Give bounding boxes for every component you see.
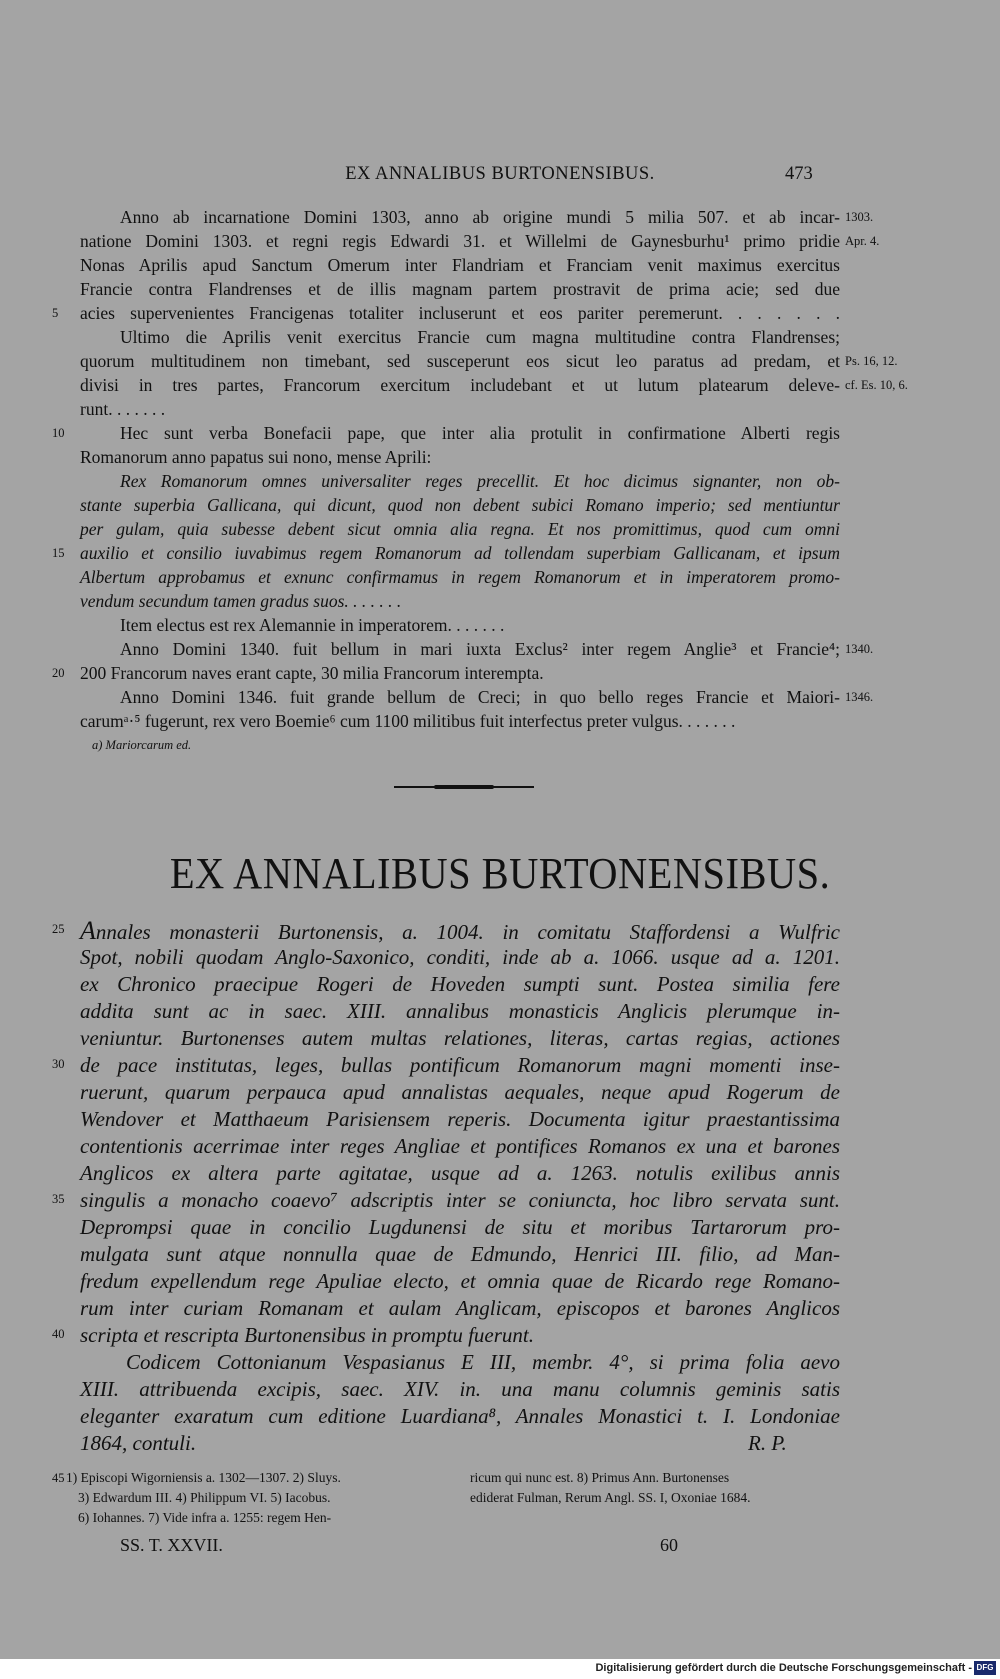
footnote-line: 3) Edwardum III. 4) Philippum VI. 5) Iacobus. — [78, 1490, 331, 1505]
intro-line: fredum expellendum rege Apuliae electo, et omnia quae de Ricardo rege Romano- — [80, 1269, 840, 1293]
body-line: carumᵃ·⁵ fugerunt, rex vero Boemie⁶ cum 1100 militibus fuit interfectus preter vulgus. . . . . . . — [80, 711, 736, 731]
body-line: Romanorum anno papatus sui nono, mense Aprili: — [80, 447, 432, 467]
body-line: quorum multitudinem non timebant, sed susceperunt eos sicut leo paratus ad predam, et — [80, 351, 840, 371]
line-number: 25 — [52, 922, 65, 936]
line-number: 5 — [52, 306, 59, 320]
section-divider — [394, 786, 534, 788]
body-line: Item electus est rex Alemannie in imperatorem. . . . . . . — [120, 615, 505, 635]
body-line: Rex Romanorum omnes universaliter reges precellit. Et hoc dicimus signanter, non ob- — [120, 471, 840, 491]
intro-line: ex Chronico praecipue Rogeri de Hoveden sumpti sunt. Postea similia fere — [80, 972, 840, 996]
intro-line: ruerunt, quarum perpauca apud annalistas aequales, neque apud Rogerum de — [80, 1080, 840, 1104]
intro-line: 1864, contuli. — [80, 1431, 197, 1455]
drop-initial: A — [80, 916, 96, 945]
signature-mark: SS. T. XXVII. — [120, 1535, 223, 1555]
footnote-a: a) Mariorcarum ed. — [92, 738, 192, 752]
body-line: Hec sunt verba Bonefacii pape, que inter alia protulit in confirmatione Alberti regis — [120, 423, 840, 443]
body-line: Anno Domini 1340. fuit bellum in mari iuxta Exclus² inter regem Anglie³ et Francie⁴; — [120, 639, 840, 659]
body-line: 200 Francorum naves erant capte, 30 milia Francorum interempta. — [80, 663, 544, 683]
section-title: EX ANNALIBUS BURTONENSIBUS. — [169, 849, 831, 898]
body-line: stante superbia Gallicana, qui dicunt, quod non debent subici Romano imperio; sed mentiuntur — [80, 495, 840, 515]
line-number: 15 — [52, 546, 65, 560]
intro-line-text: nnales monasterii Burtonensis, a. 1004. in comitatu Staffordensi a Wulfric — [95, 920, 840, 944]
intro-line: Wendover et Matthaeum Parisiensem reperis. Documenta igitur praestantissima — [80, 1107, 840, 1131]
margin-note: 1340. — [845, 642, 874, 656]
intro-line: singulis a monacho coaevo⁷ adscriptis inter se coniuncta, hoc libro servata sunt. — [80, 1188, 840, 1212]
digitization-credit: Digitalisierung gefördert durch die Deutsche Forschungsgemeinschaft - — [595, 1662, 972, 1674]
line-number: 35 — [52, 1192, 65, 1206]
margin-note: Ps. 16, 12. — [845, 354, 898, 368]
line-number: 40 — [52, 1327, 65, 1341]
intro-line: Anglicos ex altera parte agitatae, usque ad a. 1263. notulis exilibus annis — [80, 1161, 840, 1185]
intro-signature: R. P. — [748, 1431, 787, 1455]
intro-line: eleganter exaratum cum editione Luardiana⁸, Annales Monastici t. I. Londoniae — [80, 1404, 840, 1428]
footnote-line: ediderat Fulman, Rerum Angl. SS. I, Oxoniae 1684. — [470, 1490, 751, 1505]
footnote-line: ricum qui nunc est. 8) Primus Ann. Burtonenses — [470, 1470, 730, 1485]
margin-note: cf. Es. 10, 6. — [845, 378, 908, 392]
line-number: 45 — [52, 1471, 65, 1485]
sheet-number: 60 — [660, 1535, 678, 1555]
margin-note: 1346. — [845, 690, 874, 704]
body-line: vendum secundum tamen gradus suos. . . . . . . — [80, 591, 402, 611]
line-number: 10 — [52, 426, 65, 440]
intro-line — [80, 917, 840, 946]
line-number: 20 — [52, 666, 65, 680]
body-line: Francie contra Flandrenses et de illis magnam partem prostravit de prima acie; sed due — [80, 279, 840, 299]
intro-line: scripta et rescripta Burtonensibus in promptu fuerunt. — [80, 1323, 535, 1347]
margin-note: 1303. — [845, 210, 874, 224]
intro-line: XIII. attribuenda excipis, saec. XIV. in. una manu columnis geminis satis — [80, 1377, 840, 1401]
intro-line: rum inter curiam Romanam et aulam Anglicam, episcopos et barones Anglicos — [80, 1296, 840, 1320]
intro-line: Codicem Cottonianum Vespasianus E III, membr. 4°, si prima folia aevo — [126, 1350, 840, 1374]
footnote-line: 6) Iohannes. 7) Vide infra a. 1255: regem Hen- — [78, 1510, 332, 1525]
intro-line: Deprompsi quae in concilio Lugdunensi de situ et moribus Tartarorum pro- — [80, 1215, 840, 1239]
body-line: Anno ab incarnatione Domini 1303, anno ab origine mundi 5 milia 507. et ab incar- — [120, 207, 840, 227]
body-line: auxilio et consilio iuvabimus regem Romanorum ad tollendam superbiam Gallicanam, et ipsum — [80, 543, 840, 563]
intro-line: contentionis acerrimae inter reges Angliae et pontifices Romanos ex una et barones — [80, 1134, 840, 1158]
intro-line: de pace institutas, leges, bullas pontificum Romanorum magni momenti inse- — [80, 1053, 840, 1077]
body-line: divisi in tres partes, Francorum exercitum includebant et ut lutum platearum deleve- — [80, 375, 840, 395]
page-number: 473 — [785, 164, 813, 184]
intro-line: addita sunt ac in saec. XIII. annalibus monasticis Anglicis plerumque in- — [80, 999, 840, 1023]
dfg-logo: DFG — [974, 1661, 996, 1675]
margin-note: Apr. 4. — [845, 234, 880, 248]
intro-line: Spot, nobili quodam Anglo-Saxonico, conditi, inde ab a. 1066. usque ad a. 1201. — [80, 945, 840, 969]
body-line: acies supervenientes Francigenas totaliter incluserunt et eos pariter peremerunt. . . . . . . — [80, 303, 840, 323]
body-line: Anno Domini 1346. fuit grande bellum de Creci; in quo bello reges Francie et Maiori- — [120, 687, 840, 707]
body-line: Nonas Aprilis apud Sanctum Omerum inter Flandriam et Franciam venit maximus exercitus — [80, 255, 840, 275]
intro-line: mulgata sunt atque nonnulla quae de Edmundo, Henrici III. filio, ad Man- — [80, 1242, 840, 1266]
body-line: Ultimo die Aprilis venit exercitus Francie cum magna multitudine contra Flandrenses; — [120, 327, 840, 347]
body-line: natione Domini 1303. et regni regis Edwardi 31. et Willelmi de Gaynesburhu¹ primo pridie — [80, 231, 840, 251]
body-line: per gulam, quia subesse debent sicut omnia alia regna. Et nos promittimus, quod cum omni — [80, 519, 840, 539]
intro-line: veniuntur. Burtonenses autem multas relationes, literas, cartas regias, actiones — [80, 1026, 840, 1050]
running-header-title: EX ANNALIBUS BURTONENSIBUS. — [345, 164, 655, 184]
body-line: runt. . . . . . . — [80, 399, 166, 419]
footnote-line: 1) Episcopi Wigorniensis a. 1302—1307. 2) Sluys. — [66, 1470, 341, 1485]
line-number: 30 — [52, 1057, 65, 1071]
body-line: Albertum approbamus et exnunc confirmamus in regem Romanorum et in imperatorem promo- — [80, 567, 840, 587]
